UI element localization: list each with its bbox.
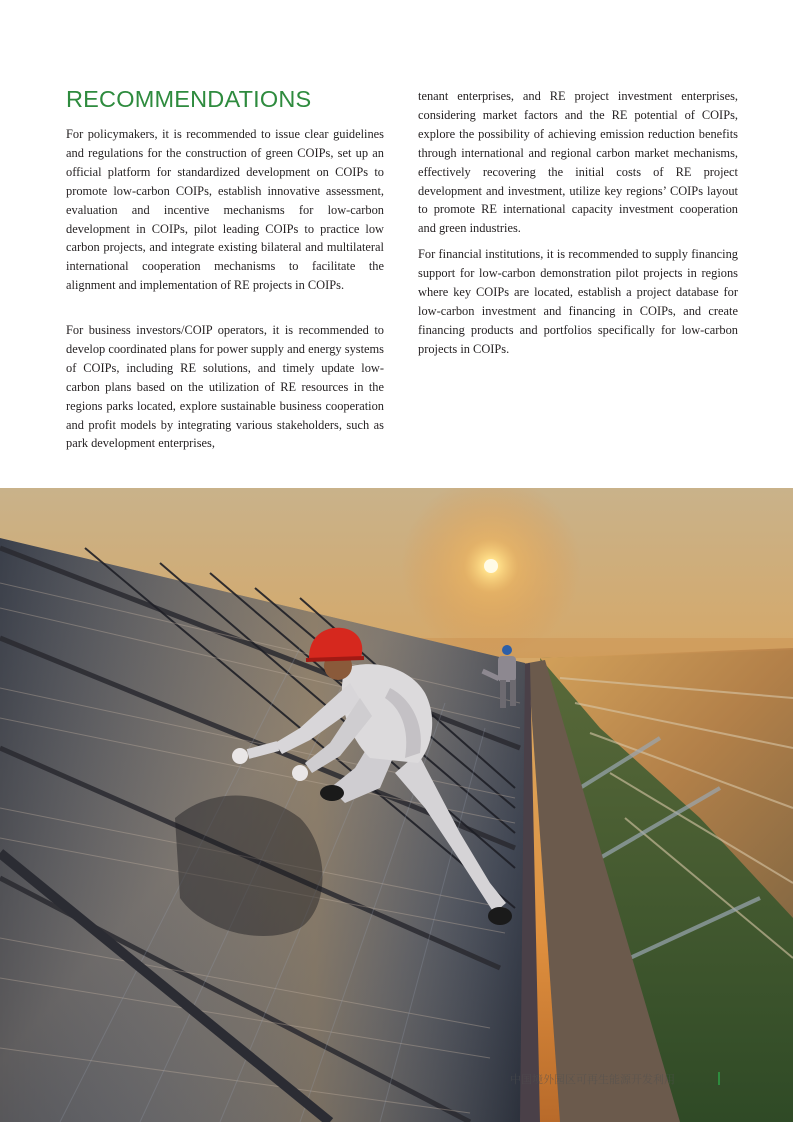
footer-divider: [718, 1072, 720, 1085]
paragraph-policymakers: For policymakers, it is recommended to issue clear guidelines and regulations for the construction of green COIPs, set up an official platform for standardized development on COIPs to promote low-carbon COIPs, establish innovative assessment, evaluation and incentive mechanisms for low-carbon development in COIPs, pilot leading COIPs to practice low carbon projects, and integrate existing bilateral and multilateral international cooperation mechanisms to facilitate the alignment and implementation of RE projects in COIPs.: [66, 127, 384, 293]
footer-text: 中国境外园区可再生能源开发利用: [510, 1073, 675, 1086]
paragraph-business-investors: For business investors/COIP operators, it is recommended to develop coordinated plans for power supply and energy systems of COIPs, including RE solutions, and timely update low-carbon plans based on the utilization of RE resources in the regions parks located, explore sustainable business cooperation and profit models by integrating various stakeholders, such as park development enterprises,: [66, 323, 384, 451]
paragraph-financial-institutions: For financial institutions, it is recommended to supply financing support for low-carbon demonstration pilot projects in regions where key COIPs are located, establish a project database for low-carbon investment and financing in COIPs, and create financing products and portfolios specifically for low-carbon projects in COIPs.: [418, 247, 738, 356]
section-heading: RECOMMENDATIONS: [66, 86, 312, 112]
solar-panel-worker-photo: [0, 488, 793, 1122]
paragraph-business-investors-continued: tenant enterprises, and RE project investment enterprises, considering market factors and the RE potential of COIPs, explore the possibility of achieving emission reduction benefits through international and regional carbon market mechanisms, effectively recovering the initial costs of RE project development and investment, utilize key regions’ COIPs layout to promote RE international capacity investment cooperation and green industries.: [418, 89, 738, 236]
